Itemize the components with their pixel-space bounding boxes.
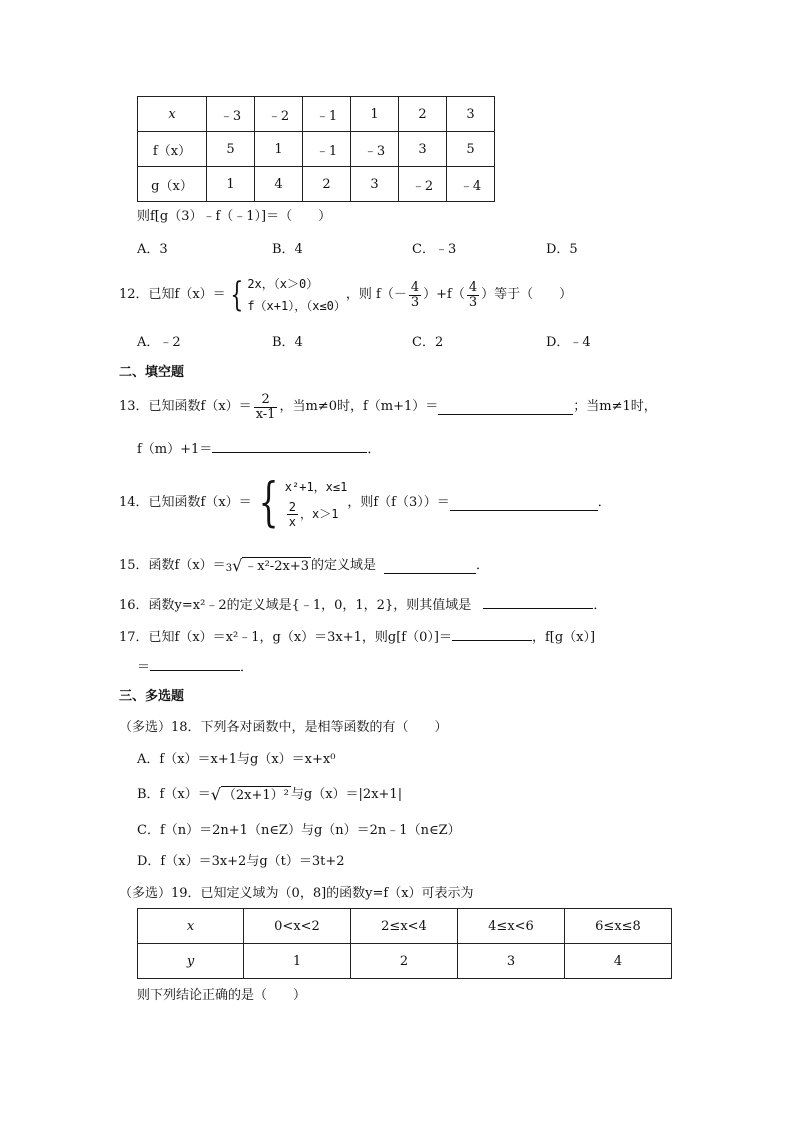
answer-blank[interactable] <box>438 400 573 415</box>
q13-end: ． <box>367 442 381 457</box>
section-heading-fill-in: 二、填空题 <box>119 365 185 380</box>
q18-optB-prefix: B．f（x）＝ <box>137 787 211 802</box>
q15-end: ． <box>475 558 489 573</box>
q14-cases <box>285 478 348 529</box>
table1-cell: ﹣2 <box>399 167 447 202</box>
q17-end: ． <box>240 660 254 675</box>
table2-cell: 2 <box>351 944 458 979</box>
q12-case-2: f（x+1），（x≤0） <box>247 299 346 313</box>
q12-fraction-2 <box>467 281 479 310</box>
radical-sign: √ <box>210 785 221 804</box>
q13-line2-prefix: f（m）+1＝ <box>137 442 213 457</box>
question-12 <box>119 270 572 320</box>
table1-cell: 1 <box>255 132 303 167</box>
question-17 <box>119 626 595 647</box>
q19-stem: （多选）19．已知定义域为（0，8]的函数y=f（x）可表示为 <box>119 886 474 901</box>
q17-mid: ，f[g（x）] <box>531 630 596 645</box>
table2-cell: 2≤x<4 <box>351 909 458 944</box>
q11-option-b: B．4 <box>272 242 303 257</box>
q12-option-d: D．﹣4 <box>546 335 591 350</box>
answer-blank[interactable] <box>450 496 598 511</box>
q14-case2-rest: ，x＞1 <box>300 507 339 521</box>
table1-cell: 3 <box>447 97 495 132</box>
question-13-line-2 <box>137 438 380 459</box>
table2-cell: 1 <box>244 944 351 979</box>
answer-blank[interactable] <box>212 438 367 453</box>
value-table-2 <box>137 908 672 979</box>
table1-cell: 5 <box>447 132 495 167</box>
table2-cell: x <box>138 909 244 944</box>
q12-neg: － <box>393 287 407 302</box>
question-14 <box>119 470 611 536</box>
q13-prefix: 13．已知函数f（x）＝ <box>119 399 252 414</box>
q11-option-c: C．﹣3 <box>412 242 457 257</box>
answer-blank[interactable] <box>150 656 240 671</box>
table1-cell: g（x） <box>138 167 207 202</box>
q12-frac1-num: 4 <box>410 279 420 295</box>
brace-symbol: { <box>258 473 279 533</box>
q17-line2-prefix: ＝ <box>137 660 151 675</box>
q14-case2-den: x <box>288 514 297 529</box>
q12-option-a: A．﹣2 <box>137 335 181 350</box>
question-15 <box>119 554 489 578</box>
q19-question: 则下列结论正确的是（ ） <box>137 988 307 1003</box>
q15-radicand: ﹣x²-2x+3 <box>244 558 309 574</box>
q18-option-c: C．f（n）＝2n+1（n∈Z）与g（n）＝2n﹣1（n∈Z） <box>137 823 461 838</box>
q16-text: 16．函数y=x²﹣2的定义域是{﹣1，0，1，2}，则其值域是 <box>119 598 472 613</box>
table1-cell: ﹣2 <box>255 97 303 132</box>
table1-cell: 1 <box>207 167 255 202</box>
q12-cases <box>247 273 346 317</box>
q14-case2-fraction <box>287 500 298 529</box>
q12-case-1: 2x，（x＞0） <box>247 277 319 291</box>
table1-cell: 3 <box>399 132 447 167</box>
q15-suffix: 的定义域是 <box>310 558 376 573</box>
q14-case-1: x²+1，x≤1 <box>284 479 348 494</box>
q18-option-b <box>137 783 402 807</box>
q18-option-a: A．f（x）＝x+1与g（x）＝x+x⁰ <box>137 752 336 767</box>
table2-cell: 0<x<2 <box>244 909 351 944</box>
q18-optB-radicand: （2x+1）² <box>222 787 289 803</box>
table1-cell: ﹣4 <box>447 167 495 202</box>
table1-cell: f（x） <box>138 132 207 167</box>
table1-cell: 1 <box>351 97 399 132</box>
table1-cell: 2 <box>303 167 351 202</box>
table2-cell: 6≤x≤8 <box>565 909 672 944</box>
q15-root-index: 3 <box>225 563 233 574</box>
table2-cell: 4≤x<6 <box>458 909 565 944</box>
q11-stem: 则f[g（3）﹣f（﹣1）]＝（ ） <box>137 209 332 224</box>
q13-fraction <box>254 393 278 422</box>
question-13 <box>119 388 657 426</box>
value-table-1 <box>137 96 495 202</box>
table1-cell: 4 <box>255 167 303 202</box>
q12-option-b: B．4 <box>272 335 303 350</box>
q18-stem: （多选）18．下列各对函数中，是相等函数的有（ ） <box>119 720 448 735</box>
answer-blank[interactable] <box>483 594 593 609</box>
q12-fraction-1 <box>409 281 421 310</box>
table1-cell: ﹣1 <box>303 97 351 132</box>
q12-frac2-num: 4 <box>468 279 478 295</box>
table1-cell: 2 <box>399 97 447 132</box>
q14-prefix: 14．已知函数f（x）＝ <box>119 495 252 510</box>
question-17-line-2 <box>137 656 253 677</box>
q12-suffix: ）等于（ ） <box>481 287 573 302</box>
q12-prefix: 12．已知f（x）＝ <box>119 287 226 302</box>
q13-frac-den: x-1 <box>255 406 276 422</box>
q14-case-2 <box>285 500 348 529</box>
q14-mid: ，则f（f（3））＝ <box>347 495 450 510</box>
q12-mid: ，则 f（ <box>345 287 394 302</box>
table2-cell: y <box>138 944 244 979</box>
q14-case2-num: 2 <box>288 499 297 514</box>
q13-frac-num: 2 <box>254 393 278 408</box>
q13-mid2: ；当m≠1时， <box>573 399 657 414</box>
table1-cell: 3 <box>351 167 399 202</box>
q11-option-a: A．3 <box>137 242 168 257</box>
section-heading-multi-select: 三、多选题 <box>119 689 185 704</box>
q18-optB-suffix: 与g（x）＝|2x+1| <box>290 787 403 802</box>
q18-option-d: D．f（x）＝3x+2与g（t）＝3t+2 <box>137 854 345 869</box>
q14-end: ． <box>597 495 611 510</box>
table2-cell: 4 <box>565 944 672 979</box>
q17-text: 17．已知f（x）＝x²﹣1，g（x）＝3x+1，则g[f（0）]＝ <box>119 630 452 645</box>
answer-blank[interactable] <box>452 626 532 641</box>
table1-cell: ﹣3 <box>207 97 255 132</box>
question-16 <box>119 594 606 615</box>
q12-option-c: C．2 <box>412 335 444 350</box>
q12-frac2-den: 3 <box>468 294 478 310</box>
table1-cell: x <box>138 97 207 132</box>
q15-prefix: 15．函数f（x）＝ <box>119 558 226 573</box>
q11-option-d: D．5 <box>546 242 578 257</box>
q12-plus: ）+f（ <box>423 287 465 302</box>
answer-blank[interactable] <box>384 559 476 574</box>
q13-mid1: ，当m≠0时，f（m+1）＝ <box>279 399 439 414</box>
table1-cell: ﹣3 <box>351 132 399 167</box>
brace-symbol: { <box>230 275 243 315</box>
table1-cell: 5 <box>207 132 255 167</box>
table2-cell: 3 <box>458 944 565 979</box>
q16-end: ． <box>593 598 607 613</box>
radical-sign: √ <box>232 556 243 575</box>
table1-cell: ﹣1 <box>303 132 351 167</box>
q12-frac1-den: 3 <box>410 294 420 310</box>
